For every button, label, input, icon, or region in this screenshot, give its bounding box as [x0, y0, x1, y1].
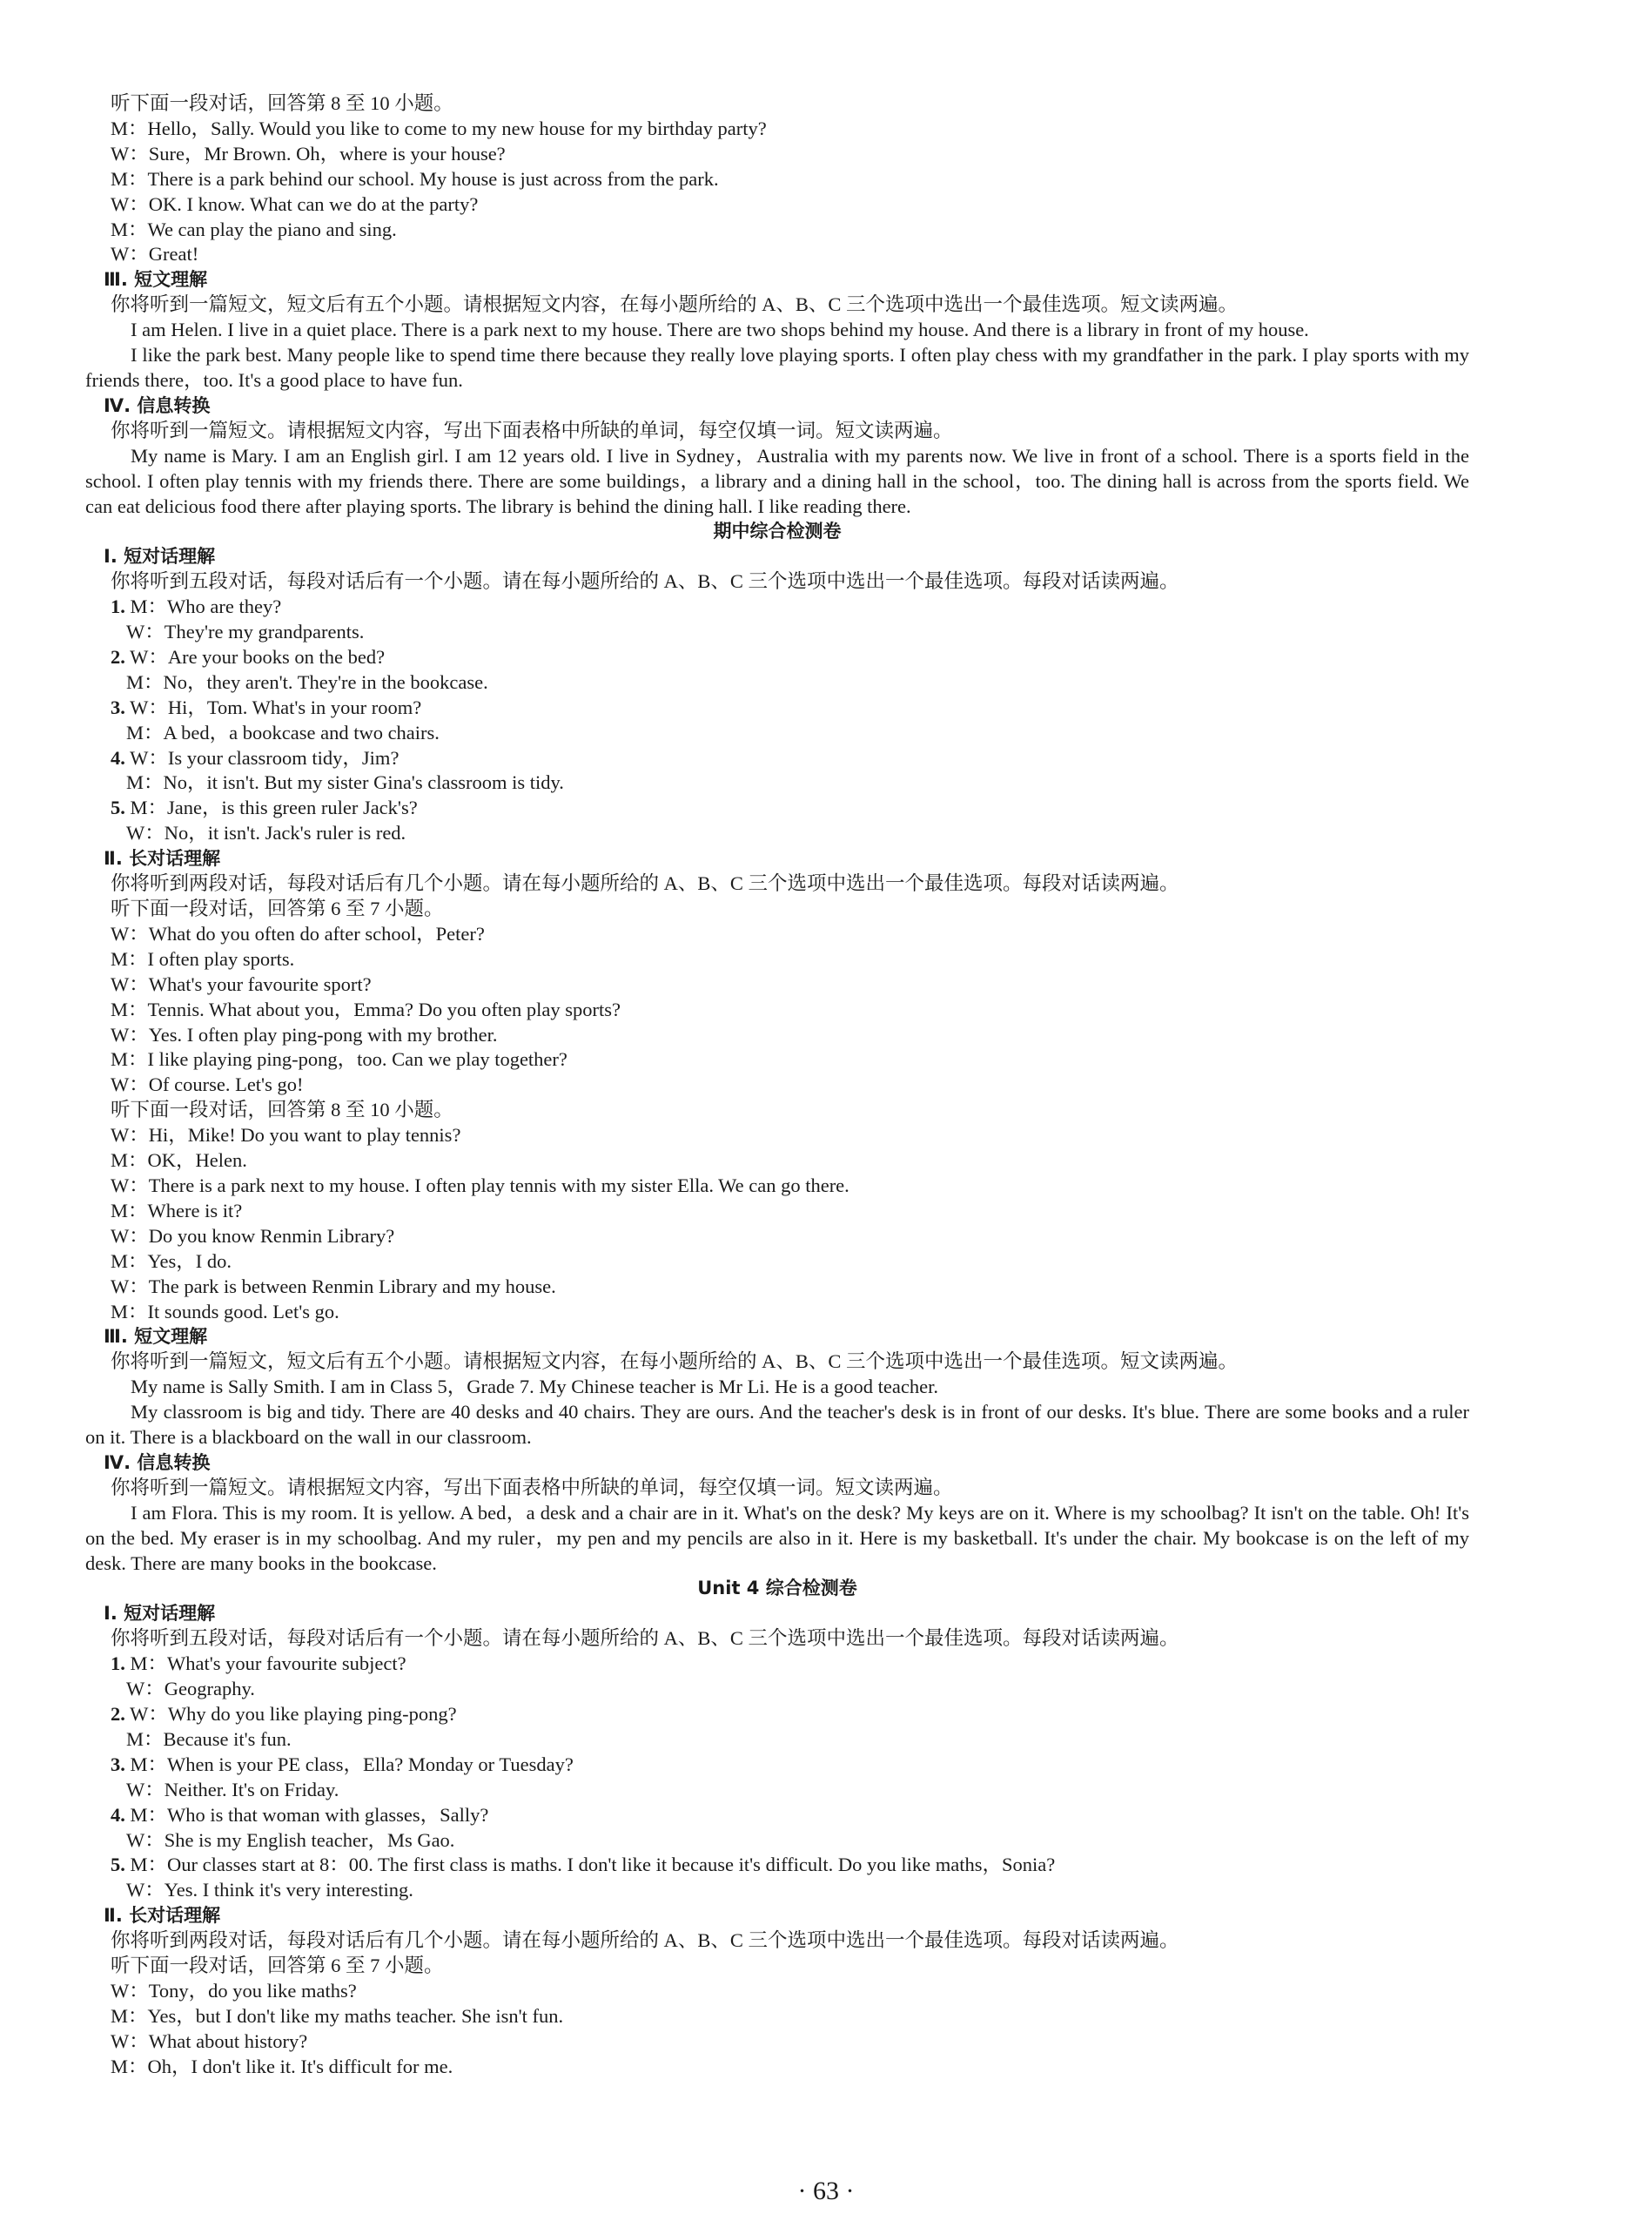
- text-line: M：I like playing ping-pong，too. Can we play together?: [111, 1048, 567, 1071]
- text-line: 听下面一段对话，回答第 8 至 10 小题。: [111, 1099, 453, 1121]
- question-number: 5.: [111, 1854, 125, 1876]
- text-line: 听下面一段对话，回答第 6 至 7 小题。: [111, 1955, 444, 1977]
- passage-paragraph: I like the park best. Many people like to spend time there because they really love playing sports. I often play chess with my grandfather in the park. I play sports with my friends there，too. It's a good place to have fun.: [85, 344, 1469, 391]
- dialogue-text: W：Hi，Tom. What's in your room?: [124, 696, 422, 718]
- text-line: W：What about history?: [111, 2029, 308, 2052]
- text-line: 你将听到一篇短文，短文后有五个小题。请根据短文内容，在每小题所给的 A、B、C 三个选项中选出一个最佳选项。短文读两遍。: [111, 293, 1239, 316]
- question-line: [85, 595, 1469, 620]
- text-line: 你将听到一篇短文，短文后有五个小题。请根据短文内容，在每小题所给的 A、B、C 三个选项中选出一个最佳选项。短文读两遍。: [111, 1350, 1239, 1373]
- text-line: W：Of course. Let's go!: [111, 1073, 304, 1096]
- text-line: M：OK，Helen.: [111, 1149, 247, 1172]
- question-line: [85, 1853, 1469, 1878]
- section-heading: Ⅳ. 信息转换: [104, 394, 211, 416]
- document-body: [85, 91, 1469, 2080]
- question-number: 3.: [111, 696, 125, 718]
- text-line: W：The park is between Renmin Library and my house.: [111, 1275, 556, 1297]
- text-line: 你将听到两段对话，每段对话后有几个小题。请在每小题所给的 A、B、C 三个选项中选出一个最佳选项。每段对话读两遍。: [111, 872, 1179, 895]
- test-title: Unit 4 综合检测卷: [697, 1578, 857, 1599]
- dialogue-text: M：When is your PE class，Ella? Monday or Tuesday?: [124, 1753, 574, 1775]
- text-line: M：Where is it?: [111, 1199, 243, 1221]
- dialogue-text: W：Why do you like playing ping-pong?: [124, 1703, 457, 1725]
- dialogue-text: M：What's your favourite subject?: [124, 1652, 406, 1675]
- question-number: 5.: [111, 797, 125, 819]
- dialogue-reply-line: W：They're my grandparents.: [126, 621, 365, 643]
- text-line: M：I often play sports.: [111, 947, 295, 970]
- question-line: [85, 746, 1469, 771]
- text-line: M：Oh，I don't like it. It's difficult for me.: [111, 2055, 453, 2077]
- question-number: 1.: [111, 1652, 125, 1675]
- question-line: [85, 1652, 1469, 1677]
- text-line: W：What's your favourite sport?: [111, 972, 372, 995]
- dialogue-reply-line: M：A bed，a bookcase and two chairs.: [126, 721, 440, 744]
- section-heading: Ⅰ. 短对话理解: [104, 1603, 216, 1625]
- page-number: · 63 ·: [797, 2177, 855, 2205]
- text-line: 你将听到五段对话，每段对话后有一个小题。请在每小题所给的 A、B、C 三个选项中选出一个最佳选项。每段对话读两遍。: [111, 570, 1179, 593]
- passage-paragraph: My classroom is big and tidy. There are 40 desks and 40 chairs. They are ours. And the teacher's desk is in front of our desks. It's blue. There are some books and a ruler on it. There is a blackboard on the wall in our classroom.: [85, 1401, 1469, 1449]
- question-line: [85, 1702, 1469, 1727]
- section-heading: Ⅱ. 长对话理解: [104, 1905, 221, 1927]
- section-heading: Ⅲ. 短文理解: [104, 1326, 208, 1348]
- text-line: 你将听到两段对话，每段对话后有几个小题。请在每小题所给的 A、B、C 三个选项中选出一个最佳选项。每段对话读两遍。: [111, 1929, 1179, 1952]
- question-number: 2.: [111, 1703, 125, 1725]
- dialogue-reply-line: W：No，it isn't. Jack's ruler is red.: [126, 822, 406, 845]
- dialogue-reply-line: M：No，they aren't. They're in the bookcase.: [126, 670, 488, 693]
- dialogue-reply-line: W：Geography.: [126, 1678, 255, 1700]
- question-line: [85, 1753, 1469, 1778]
- text-line: 你将听到一篇短文。请根据短文内容，写出下面表格中所缺的单词，每空仅填一词。短文读两遍。: [111, 419, 953, 441]
- passage-paragraph: My name is Sally Smith. I am in Class 5，Grade 7. My Chinese teacher is Mr Li. He is a good teacher.: [131, 1376, 938, 1398]
- dialogue-reply-line: M：Because it's fun.: [126, 1727, 292, 1750]
- text-line: W：Sure，Mr Brown. Oh，where is your house?: [111, 142, 506, 165]
- text-line: M：Yes，I do.: [111, 1249, 232, 1272]
- section-heading: Ⅳ. 信息转换: [104, 1451, 211, 1473]
- text-line: W：Great!: [111, 243, 199, 266]
- question-line: [85, 645, 1469, 670]
- dialogue-reply-line: M：No，it isn't. But my sister Gina's classroom is tidy.: [126, 771, 564, 794]
- question-line: [85, 1803, 1469, 1828]
- text-line: 听下面一段对话，回答第 8 至 10 小题。: [111, 92, 453, 114]
- test-title: 期中综合检测卷: [713, 521, 842, 542]
- question-line: [85, 696, 1469, 721]
- text-line: 你将听到五段对话，每段对话后有一个小题。请在每小题所给的 A、B、C 三个选项中选出一个最佳选项。每段对话读两遍。: [111, 1627, 1179, 1650]
- text-line: M：Yes，but I don't like my maths teacher. She isn't fun.: [111, 2004, 564, 2027]
- dialogue-text: M：Our classes start at 8：00. The first class is maths. I don't like it because it's difficult. Do you like maths，Sonia?: [124, 1854, 1056, 1876]
- text-line: W：Tony，do you like maths?: [111, 1979, 357, 2002]
- dialogue-text: W：Is your classroom tidy，Jim?: [124, 746, 400, 769]
- question-number: 2.: [111, 645, 125, 668]
- dialogue-text: M：Who are they?: [124, 596, 282, 618]
- text-line: 你将听到一篇短文。请根据短文内容，写出下面表格中所缺的单词，每空仅填一词。短文读两遍。: [111, 1476, 953, 1498]
- question-line: [85, 796, 1469, 821]
- question-number: 3.: [111, 1753, 125, 1775]
- question-number: 1.: [111, 596, 125, 618]
- text-line: W：Hi，Mike! Do you want to play tennis?: [111, 1124, 461, 1147]
- dialogue-reply-line: W：Yes. I think it's very interesting.: [126, 1879, 413, 1901]
- text-line: 听下面一段对话，回答第 6 至 7 小题。: [111, 898, 444, 919]
- text-line: M：It sounds good. Let's go.: [111, 1300, 339, 1322]
- text-line: W：Yes. I often play ping-pong with my brother.: [111, 1023, 498, 1046]
- dialogue-reply-line: W：She is my English teacher，Ms Gao.: [126, 1828, 455, 1851]
- dialogue-reply-line: W：Neither. It's on Friday.: [126, 1778, 339, 1800]
- passage-paragraph: I am Helen. I live in a quiet place. There is a park next to my house. There are two shops behind my house. And there is a library in front of my house.: [131, 319, 1309, 341]
- text-line: W：Do you know Renmin Library?: [111, 1224, 395, 1247]
- text-line: W：There is a park next to my house. I often play tennis with my sister Ella. We can go there.: [111, 1174, 850, 1196]
- dialogue-text: M：Jane，is this green ruler Jack's?: [124, 797, 418, 819]
- text-line: M：We can play the piano and sing.: [111, 218, 397, 240]
- section-heading: Ⅰ. 短对话理解: [104, 546, 216, 568]
- passage-paragraph: My name is Mary. I am an English girl. I am 12 years old. I live in Sydney，Australia with my parents now. We live in front of a school. There is a sports field in the school. I often play tennis with my friends there. There are some buildings，a library and a dining hall in the school，too. The dining hall is across from the sports field. We can eat delicious food there after playing sports. The library is behind the dining hall. I like reading there.: [85, 444, 1469, 517]
- passage-paragraph: I am Flora. This is my room. It is yellow. A bed，a desk and a chair are in it. What's on the desk? My keys are on it. Where is my schoolbag? It isn't on the table. Oh! It's on the bed. My eraser is in my schoolbag. And my ruler，my pen and my pencils are also in it. Here is my basketball. It's under the chair. My bookcase is on the left of my desk. There are many books in the bookcase.: [85, 1501, 1469, 1574]
- text-line: W：What do you often do after school，Peter?: [111, 922, 485, 945]
- section-heading: Ⅱ. 长对话理解: [104, 848, 221, 870]
- question-number: 4.: [111, 746, 125, 769]
- dialogue-text: M：Who is that woman with glasses，Sally?: [124, 1803, 489, 1826]
- section-heading: Ⅲ. 短文理解: [104, 269, 208, 291]
- text-line: M：Tennis. What about you，Emma? Do you often play sports?: [111, 998, 621, 1020]
- text-line: W：OK. I know. What can we do at the party?: [111, 192, 479, 215]
- dialogue-text: W：Are your books on the bed?: [124, 645, 386, 668]
- question-number: 4.: [111, 1803, 125, 1826]
- text-line: M：There is a park behind our school. My house is just across from the park.: [111, 167, 719, 190]
- text-line: M：Hello，Sally. Would you like to come to my new house for my birthday party?: [111, 117, 767, 139]
